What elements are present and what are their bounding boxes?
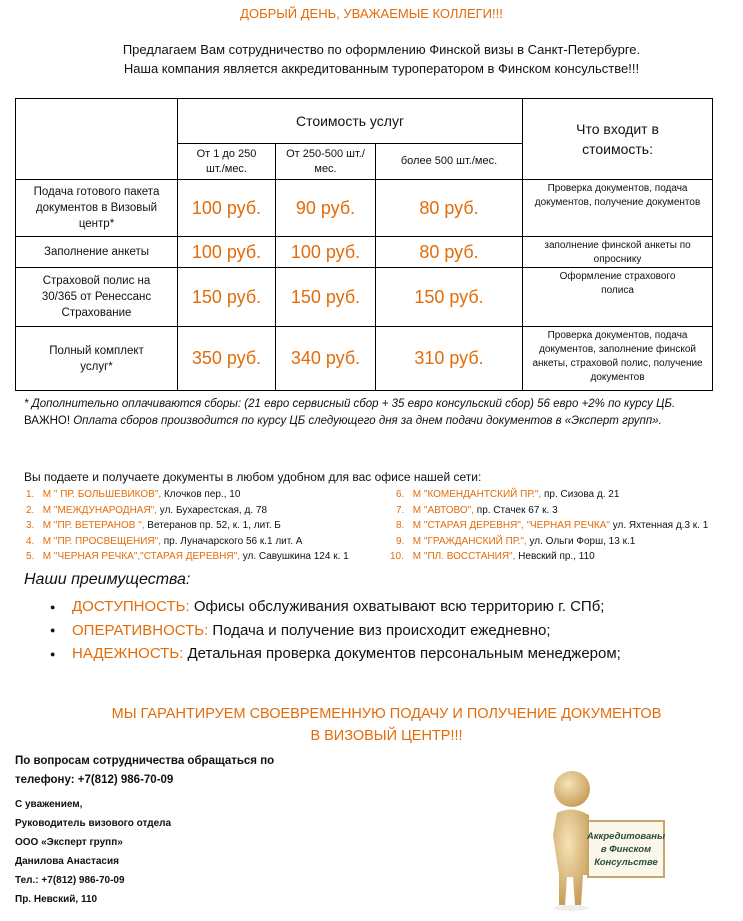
office-metro: М " ПР. БОЛЬШЕВИКОВ", <box>42 489 162 500</box>
office-metro: М "СТАРАЯ ДЕРЕВНЯ", "ЧЕРНАЯ РЕЧКА" <box>412 520 610 531</box>
badge-line-2: в Финском <box>600 843 652 855</box>
advantage-text: Детальная проверка документов персональным менеджером; <box>183 645 621 663</box>
badge-line-1: Аккредитованы <box>586 830 666 842</box>
office-item <box>390 549 708 565</box>
important-label: ВАЖНО! <box>24 415 71 427</box>
guarantee-line-1: МЫ ГАРАНТИРУЕМ СВОЕВРЕМЕННУЮ ПОДАЧУ И ПОЛУЧЕНИЕ ДОКУМЕНТОВ <box>111 706 662 722</box>
table-row <box>16 180 713 237</box>
intro-text <box>0 40 743 78</box>
office-num: 6. <box>396 489 405 500</box>
office-metro: М "ЧЕРНАЯ РЕЧКА","СТАРАЯ ДЕРЕВНЯ", <box>42 551 240 562</box>
office-address: Ветеранов пр. 52, к. 1, лит. Б <box>144 520 281 531</box>
office-metro: М "ПР. ПРОСВЕЩЕНИЯ", <box>42 535 161 547</box>
included-text: Оформление страхового полиса <box>559 271 676 296</box>
office-address: Клочков пер., 10 <box>161 489 241 500</box>
office-item <box>26 534 349 550</box>
office-metro: М "ГРАЖДАНСКИЙ ПР.", <box>412 535 527 547</box>
advantage-item <box>50 595 621 619</box>
office-item <box>396 487 708 503</box>
price-cell: 90 руб. <box>276 180 376 237</box>
service-text: Страховой полис на 30/365 от Ренессанс Страхование <box>41 275 152 319</box>
office-item <box>26 518 349 534</box>
intro-line-1: Предлагаем Вам сотрудничество по оформлению Финской визы в Санкт-Петербурге. <box>122 42 641 57</box>
service-name <box>16 180 178 237</box>
office-metro: М "КОМЕНДАНТСКИЙ ПР.", <box>412 489 542 500</box>
office-item <box>26 549 349 565</box>
price-cell: 340 руб. <box>276 327 376 391</box>
important-text: Оплата сборов производится по курсу ЦБ следующего дня за днем подачи документов в «Эксперт групп». <box>70 415 662 427</box>
office-item <box>396 518 708 534</box>
office-num: 1. <box>26 489 35 500</box>
included-text: заполнение финской анкеты по опроснику <box>544 240 691 265</box>
price-cell: 310 руб. <box>376 327 523 391</box>
price-cell: 100 руб. <box>276 237 376 268</box>
price-cell: 80 руб. <box>376 237 523 268</box>
tier-label: От 1 до 250 шт./мес. <box>196 147 257 175</box>
service-text: Полный комплект услуг* <box>49 344 144 373</box>
office-list-right <box>390 487 709 565</box>
price-cell: 80 руб. <box>376 180 523 237</box>
office-item <box>396 503 708 519</box>
office-num: 2. <box>26 504 35 516</box>
advantage-label: НАДЕЖНОСТЬ: <box>72 645 184 663</box>
guarantee-line-2: В ВИЗОВЫЙ ЦЕНТР!!! <box>310 728 463 744</box>
guarantee-heading <box>0 703 743 747</box>
tier-header: более 500 шт./мес. <box>376 144 523 180</box>
tier-header <box>276 144 376 180</box>
included-cell: Проверка документов, подача документов, заполнение финской анкеты, страховой полис, получение документов <box>523 327 713 391</box>
service-name <box>16 327 178 391</box>
badge-line-3: Консульстве <box>594 856 658 868</box>
table-corner-cell <box>16 99 178 180</box>
office-metro: М "ПР. ВЕТЕРАНОВ ", <box>42 520 145 531</box>
office-num: 8. <box>396 520 405 531</box>
offices-title: Вы подаете и получаете документы в любом удобном для вас офисе нашей сети: <box>24 470 482 484</box>
office-num: 5. <box>26 551 35 562</box>
office-item <box>396 534 708 550</box>
table-row <box>16 268 713 327</box>
signature-company: ООО «Эксперт групп» <box>15 837 123 848</box>
advantage-label: ДОСТУПНОСТЬ: <box>72 598 190 615</box>
included-cell: Проверка документов, подача документов, получение документов <box>523 180 713 237</box>
included-cell <box>523 268 713 327</box>
office-metro: М "ПЛ. ВОССТАНИЯ", <box>412 551 516 562</box>
office-address: ул. Савушкина 124 к. 1 <box>239 551 349 562</box>
tier-header <box>178 144 276 180</box>
office-num: 9. <box>396 535 405 547</box>
advantage-text: Подача и получение виз происходит ежедневно; <box>208 621 551 639</box>
cost-header: Стоимость услуг <box>178 99 523 144</box>
price-cell: 150 руб. <box>178 268 276 327</box>
signature-address: Пр. Невский, 110 <box>15 894 98 905</box>
advantage-item <box>50 619 621 643</box>
advantage-item <box>50 642 621 666</box>
fees-note: * Дополнительно оплачиваются сборы: (21 евро сервисный сбор + 35 евро консульский сбор) 56 евро +2% по курсу ЦБ. <box>24 398 676 410</box>
price-cell: 100 руб. <box>178 180 276 237</box>
table-row <box>16 237 713 268</box>
service-name <box>16 268 178 327</box>
price-cell: 100 руб. <box>178 237 276 268</box>
included-header <box>523 99 713 180</box>
office-address: ул. Ольги Форш, 13 к.1 <box>526 535 636 547</box>
advantage-text: Офисы обслуживания охватывают всю территорию г. СПб; <box>189 598 605 615</box>
office-item <box>26 503 349 519</box>
advantages-title: Наши преимущества: <box>24 571 191 588</box>
signature-phone: Тел.: +7(812) 986-70-09 <box>15 875 125 886</box>
service-text: Подача готового пакета документов в Визовый центр* <box>33 186 160 230</box>
office-address: пр. Стачек 67 к. 3 <box>474 504 558 516</box>
office-num: 10. <box>390 551 404 562</box>
price-cell: 150 руб. <box>376 268 523 327</box>
office-metro: М "МЕЖДУНАРОДНАЯ", <box>42 504 158 516</box>
included-header-text: Что входит в стоимость: <box>576 121 659 157</box>
notes-block <box>24 396 724 430</box>
office-address: ул. Бухарестская, д. 78 <box>157 504 268 516</box>
table-row <box>16 327 713 391</box>
accreditation-figure <box>545 765 670 915</box>
tier-label: От 250-500 шт./мес. <box>286 147 365 175</box>
accreditation-sign <box>587 820 665 878</box>
signature-block <box>15 795 171 909</box>
office-num: 4. <box>26 535 35 547</box>
signature-regards: С уважением, <box>15 799 83 810</box>
intro-line-2: Наша компания является аккредитованным туроператором в Финском консульстве!!! <box>123 61 640 76</box>
price-table <box>15 98 713 391</box>
price-cell: 350 руб. <box>178 327 276 391</box>
signature-position: Руководитель визового отдела <box>15 818 172 829</box>
office-address: Невский пр., 110 <box>515 551 595 562</box>
office-address: пр. Луначарского 56 к.1 лит. А <box>160 535 303 547</box>
greeting-heading: ДОБРЫЙ ДЕНЬ, УВАЖАЕМЫЕ КОЛЛЕГИ!!! <box>240 6 503 21</box>
included-cell <box>523 237 713 268</box>
service-name: Заполнение анкеты <box>16 237 178 268</box>
signature-name: Данилова Анастасия <box>15 856 119 867</box>
contact-block <box>15 752 274 790</box>
advantage-label: ОПЕРАТИВНОСТЬ: <box>72 621 209 639</box>
office-metro: М "АВТОВО", <box>412 504 474 516</box>
important-note <box>24 413 724 430</box>
advantages-list <box>50 595 621 666</box>
contact-line-1: По вопросам сотрудничества обращаться по <box>15 755 275 767</box>
office-address: ул. Яхтенная д.3 к. 1 <box>609 520 709 531</box>
office-address: пр. Сизова д. 21 <box>541 489 620 500</box>
office-list-left <box>26 487 349 565</box>
office-num: 3. <box>26 520 35 531</box>
office-num: 7. <box>396 504 405 516</box>
contact-phone: телефону: +7(812) 986-70-09 <box>15 774 174 786</box>
price-cell: 150 руб. <box>276 268 376 327</box>
office-item <box>26 487 349 503</box>
